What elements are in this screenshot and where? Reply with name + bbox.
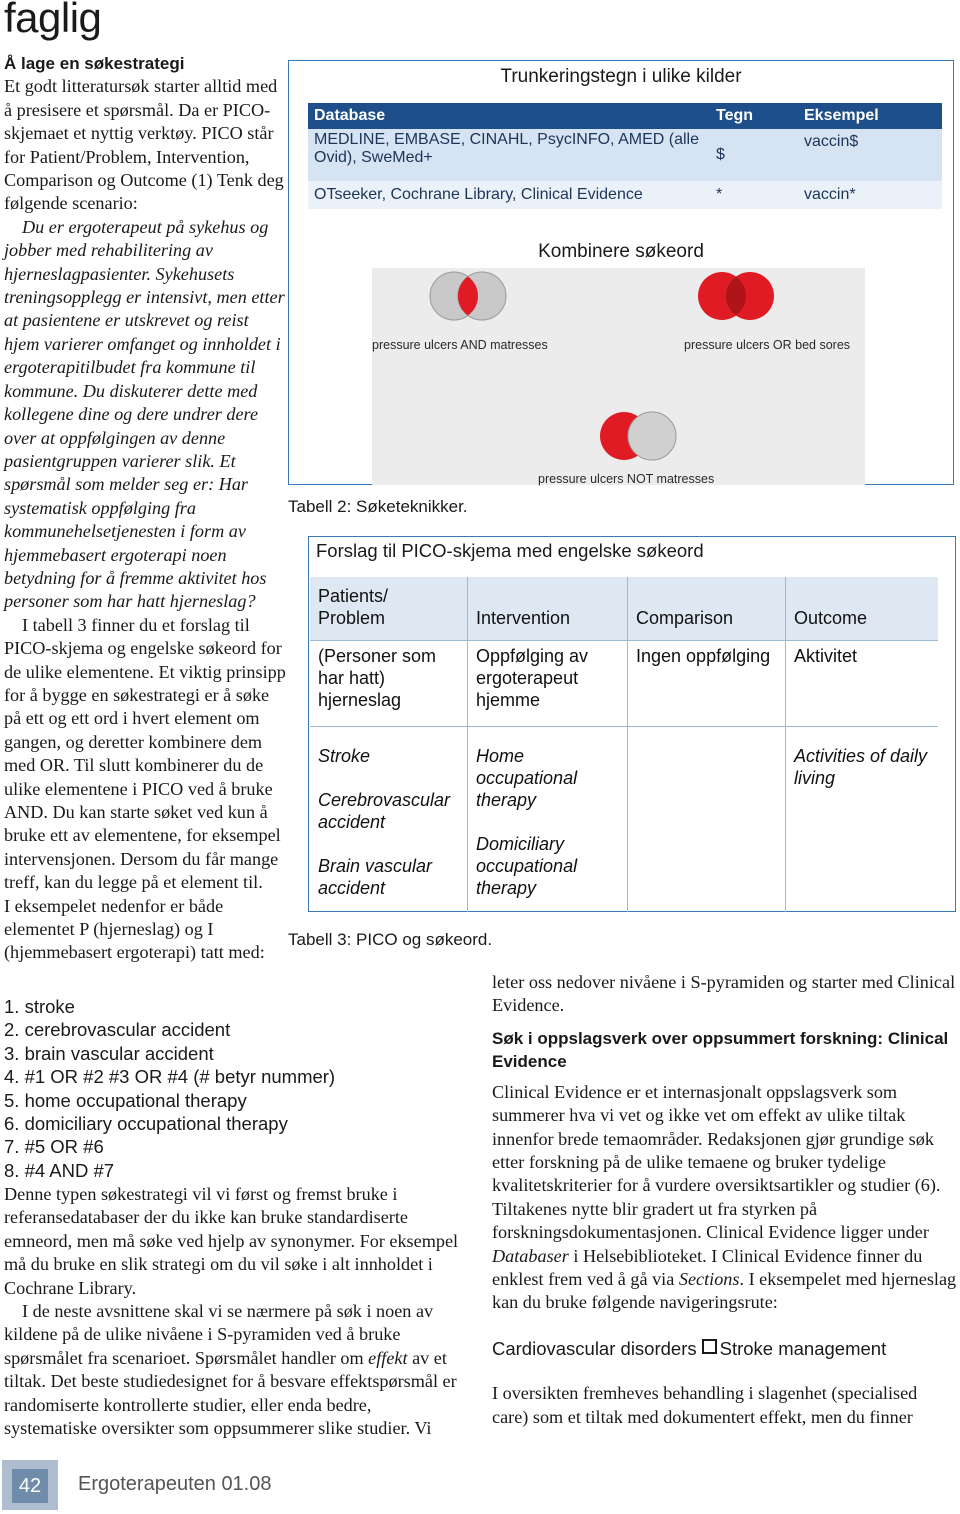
table-cell: * bbox=[716, 186, 723, 203]
table-cell: MEDLINE, EMBASE, CINAHL, PsycINFO, AMED (alle Ovid), SweMed+ bbox=[314, 131, 699, 166]
truncation-title: Trunkeringstegn i ulike kilder bbox=[500, 66, 742, 87]
venn-label: pressure ulcers AND matresses bbox=[372, 338, 548, 352]
section-heading: Å lage en søkestrategi bbox=[4, 54, 185, 73]
body-paragraph: Clinical Evidence er et internasjonalt oppslagsverk som summerer hva vi vet og ikke vet om effekt av ulike tiltak innenfor brede temaområder. Redaksjonen gjør grundige søk etter forskning på de ulike temaene og bruker tydelige kvalitetskriterier for å vurdere oversiktsartikler og studier (6). Tiltakenes nytte blir gradert ut fra styrken på forskningsdokumentasjonen. Clinical Evidence ligger under Databaser i Helsebiblioteket. I Clinical Evidence finner du enklest frem ved å gå via Sections. I eksempelet med hjerneslag kan du bruke følgende navigeringsrute: bbox=[492, 1081, 957, 1313]
venn-label: pressure ulcers NOT matresses bbox=[538, 472, 715, 486]
table-header-row bbox=[308, 103, 942, 129]
venn-diagrams bbox=[372, 268, 865, 485]
table-header-row bbox=[310, 577, 938, 640]
table-row bbox=[308, 181, 942, 209]
search-term: Domiciliary occupational therapy bbox=[476, 834, 578, 898]
table-cell: Ingen oppfølging bbox=[627, 640, 785, 726]
search-term: Brain vascular accident bbox=[318, 856, 433, 898]
table-caption: Tabell 3: PICO og søkeord. bbox=[288, 930, 493, 949]
table-row bbox=[310, 726, 938, 912]
venn-or-icon bbox=[698, 272, 774, 320]
search-term: Cerebrovascular accident bbox=[318, 790, 451, 832]
combine-title: Kombinere søkeord bbox=[538, 241, 704, 262]
search-step: 1. stroke bbox=[4, 996, 75, 1017]
body-paragraph: leter oss nedover nivåene i S-pyramiden og starter med Clinical Evidence. bbox=[492, 972, 956, 1016]
right-column bbox=[492, 971, 958, 1429]
column-header: Tegn bbox=[716, 107, 754, 124]
search-step: 6. domiciliary occupational therapy bbox=[4, 1113, 288, 1135]
table-cell: (Personer som har hatt) hjerneslag bbox=[310, 640, 467, 726]
body-paragraph: I de neste avsnittene skal vi se nærmere på søk i noen av kildene på de ulike nivåene i S-pyramiden ved å bruke spørsmålet fra scenarioet. Spørsmålet handler om effekt av et tiltak. Det beste studiedesignet for å besvare effektspørsmål er randomiserte kontrollerte studier, eller enda bedre, systematiske oversikter som oppsummerer slike studier. Vi bbox=[4, 1301, 457, 1439]
search-term: Activities of daily living bbox=[794, 746, 928, 788]
search-term: Stroke bbox=[318, 746, 371, 766]
body-paragraph: I eksempelet nedenfor er både elementet P (hjerneslag) og I (hjemmebasert ergoterapi) tatt med: bbox=[4, 895, 265, 963]
table-cell: Aktivitet bbox=[785, 640, 938, 726]
truncation-table bbox=[308, 103, 942, 209]
search-step: 8. #4 AND #7 bbox=[4, 1159, 115, 1181]
pico-table-title: Forslag til PICO-skjema med engelske søkeord bbox=[316, 540, 704, 561]
scenario-paragraph: Du er ergoterapeut på sykehus og jobber med rehabilitering av hjerneslagpasienter. Sykehusets treningsopplegg er intensivt, men etter at pasientene er utskrevet og reist hjem varierer omfanget og innholdet i ergoterapitilbudet fra kommune til kommune. Du diskuterer dette med kollegene dine og dere undrer dere over at oppfølgingen av denne pasientgruppen varierer slik. Et spørsmål som melder seg er: Har systematisk oppfølging fra kommunehelsetjenesten i form av hjemmebasert ergoterapi noen betydning for å fremme aktivitet hos personer som har hatt hjerneslag? bbox=[4, 216, 285, 612]
search-step: 7. #5 OR #6 bbox=[4, 1136, 104, 1158]
table-cell: OTseeker, Cochrane Library, Clinical Evidence bbox=[314, 186, 643, 203]
venn-label: pressure ulcers OR bed sores bbox=[684, 338, 851, 352]
search-step: 4. #1 OR #2 #3 OR #4 (# betyr nummer) bbox=[4, 1066, 336, 1088]
table-cell: vaccin* bbox=[804, 186, 856, 203]
search-step: 5. home occupational therapy bbox=[4, 1089, 247, 1111]
column-header: Outcome bbox=[785, 577, 938, 640]
figure-caption: Tabell 2: Søketeknikker. bbox=[288, 497, 468, 516]
table-cell bbox=[310, 726, 467, 912]
column-header: Intervention bbox=[467, 577, 627, 640]
body-paragraph: I oversikten fremheves behandling i slagenhet (specialised care) som et tiltak med dokumentert effekt, men du finner bbox=[492, 1383, 918, 1427]
search-step: 3. brain vascular accident bbox=[4, 1042, 214, 1064]
column-header: Eksempel bbox=[804, 107, 879, 124]
table-cell: Oppfølging av ergoterapeut hjemme bbox=[467, 640, 627, 726]
column-header: Comparison bbox=[627, 577, 785, 640]
table-row bbox=[310, 640, 938, 726]
section-label: faglig bbox=[4, 0, 102, 41]
intro-paragraph: Et godt litteratursøk starter alltid med å presisere et spørsmål. Da er PICO-skjemaet et nyttig verktøy. PICO står for Patient/Problem, Intervention, Comparison og Outcome (1) Tenk deg følgende scenario: bbox=[4, 76, 284, 214]
table-cell bbox=[785, 726, 938, 912]
table-cell: vaccin$ bbox=[804, 133, 859, 150]
search-step: 2. cerebrovascular accident bbox=[4, 1019, 231, 1041]
navigation-route: Cardiovascular disorders Stroke management bbox=[492, 1337, 887, 1359]
venn-not-icon bbox=[600, 412, 676, 460]
table-cell bbox=[467, 726, 627, 912]
page-number: 42 bbox=[12, 1469, 48, 1503]
body-paragraph: Denne typen søkestrategi vil vi først og fremst bruke i referansedatabaser der du ikke kan bruke standardiserte emneord, men må søke ved hjelp av synonymer. For eksempel må du bruke en slik strategi om du vil søke i alt innholdet i Cochrane Library. bbox=[4, 1184, 459, 1298]
subsection-heading: Søk i oppslagsverk over oppsummert forskning: Clinical Evidence bbox=[492, 1028, 949, 1071]
table-row bbox=[308, 129, 942, 181]
search-term: Home occupational therapy bbox=[476, 746, 578, 810]
column-header: Database bbox=[314, 107, 386, 124]
body-paragraph: I tabell 3 finner du et forslag til PICO-skjema og engelske søkeord for de ulike elementene. Et viktig prinsipp for å bygge en søkestrategi er å søke på ett og ett ord i hvert element om gangen, og deretter kombinere dem med OR. Til slutt kombinerer du de ulike elementene i PICO ved å bruke AND. Du kan starte søket ved kun å bruke ett av elementene, for eksempel intervensjonen. Dersom du får mange treff, kan du legge på et element til. bbox=[4, 614, 286, 893]
table-cell bbox=[627, 726, 785, 912]
search-steps-list bbox=[4, 995, 335, 1182]
venn-diagram-panel bbox=[372, 268, 865, 485]
column-header: Patients/ Problem bbox=[310, 577, 467, 640]
venn-and-icon bbox=[430, 272, 506, 320]
pico-table bbox=[310, 577, 938, 912]
checkbox-icon bbox=[702, 1339, 717, 1354]
journal-name: Ergoterapeuten 01.08 bbox=[78, 1473, 272, 1495]
table-cell: $ bbox=[716, 146, 725, 163]
bottom-left-column bbox=[4, 1183, 466, 1440]
left-column bbox=[4, 52, 286, 965]
